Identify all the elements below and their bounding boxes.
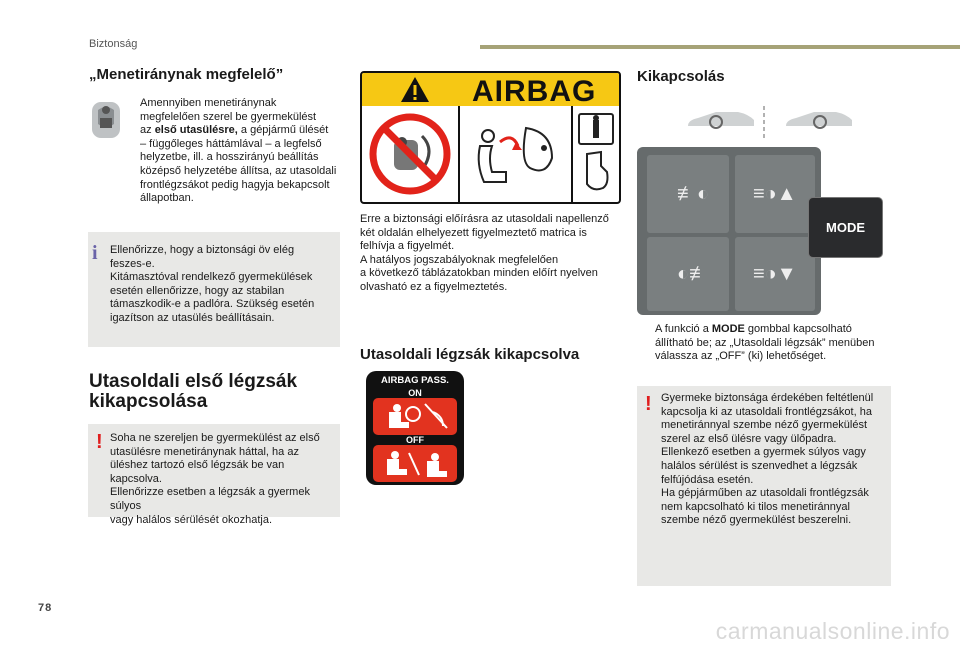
text-line: Ellenőrizze, hogy a biztonsági öv elég [110, 244, 295, 256]
info-box [88, 232, 340, 347]
warning-text-block [661, 392, 887, 528]
text-line: válassza az „OFF” (ki) lehetőséget. [655, 350, 827, 363]
headlight-up-icon: ≡◑▲ [753, 183, 797, 205]
text-line: a következő táblázatokban minden előírt nyelven [360, 267, 598, 280]
mode-button[interactable] [808, 197, 883, 258]
text-line: – függőleges háttámlával – a legfelső [140, 137, 322, 150]
airbag-label-text: AIRBAG [472, 75, 597, 108]
heading-deactivation: Kikapcsolás [637, 68, 725, 85]
text-line: Ellenkező esetben a gyermek súlyos vagy [661, 446, 866, 459]
airbag-label-header [362, 73, 619, 106]
text-line: olvasható ez a figyelmeztetés. [360, 280, 508, 293]
text-line: felfújódása esetén. [661, 473, 754, 486]
mirror-icon [686, 104, 862, 142]
headlight-down-icon: ≡◑▼ [753, 263, 797, 285]
text-line: Amennyiben menetiránynak [140, 97, 277, 109]
text-line: Gyermeke biztonsága érdekében feltétlenül [661, 392, 874, 404]
text-line: nem kapcsolható ki tilos menetiránnyal [661, 500, 850, 513]
text-line: Kitámasztóval rendelkező gyermekülések [110, 271, 313, 284]
warning-box-rear-facing [88, 424, 340, 526]
text-line: felhívja a figyelmét. [360, 240, 455, 253]
text-line: A hatályos jogszabályoknak megfelelően [360, 253, 559, 266]
text-line: helyzetbe, ill. a hosszirányú beállítás [140, 151, 319, 164]
warning-marker-icon: ! [645, 393, 652, 415]
airbag-label-description [360, 213, 630, 295]
text-line: szerel az első ülésre vagy ülőpadra. [661, 432, 837, 445]
text-line: állapotban. [140, 192, 194, 205]
seat-text-block [140, 97, 340, 206]
text-line: vagy halálos sérülését okozhatja. [110, 513, 273, 526]
warning-marker-icon: ! [96, 431, 103, 453]
heading-line: Utasoldali első légzsák [89, 371, 298, 392]
text-line: utasülésre menetiránynak háttal, ha az [110, 445, 299, 458]
text-line: Soha ne szereljen be gyermekülést az első [110, 432, 320, 444]
text-line: A funkció a MODE gombbal kapcsolható [655, 323, 852, 335]
headlight-down-button[interactable] [735, 237, 815, 311]
airbag-pass-title: AIRBAG PASS. [381, 375, 449, 386]
text-line: két oldalán elhelyezett figyelmeztető matrica is [360, 226, 587, 239]
rear-fog-button[interactable] [647, 237, 729, 311]
text-line: halálos sérülést is szenvedhet a légzsák [661, 459, 858, 472]
text-line: üléshez tartozó első légzsák be van kapcsolva. [110, 459, 285, 485]
manual-icon [573, 106, 619, 202]
front-fog-icon: ≢◐ [677, 183, 710, 205]
page-number: 78 [38, 602, 53, 614]
section-title-forward-facing: „Menetiránynak megfelelő” [89, 66, 284, 83]
warning-triangle-icon [400, 76, 430, 103]
header-section-label: Biztonság [89, 38, 138, 50]
warning-box-child-safety [637, 386, 891, 586]
warning-text-block [110, 432, 338, 527]
airbag-pass-indicator [366, 371, 464, 485]
text-line: Ha gépjárműben az utasoldali frontlégzsák [661, 487, 869, 500]
child-seat-icon [89, 98, 123, 142]
text-line: szembe néző gyermekülést beszerelni. [661, 514, 852, 527]
text-line: támaszkodik-e a padlóra. Szükség esetén [110, 298, 315, 311]
no-rear-facing-seat-icon [362, 106, 460, 202]
heading-passenger-airbag-off [89, 372, 349, 412]
text-line: középső helyzetébe állítsa, az utasoldali [140, 164, 337, 177]
info-text-block [110, 244, 336, 326]
heading-line: kikapcsolása [89, 391, 208, 412]
airbag-warning-label [360, 71, 621, 204]
heading-passenger-airbag-deactivated: Utasoldali légzsák kikapcsolva [360, 346, 580, 363]
airbag-deploy-icon [460, 106, 573, 202]
rear-fog-icon: ◐≢ [677, 263, 710, 285]
header-accent-bar [480, 45, 960, 49]
text-line: kapcsolja ki az utasoldali frontlégzsákot, ha [661, 405, 872, 418]
text-line: igazítson az utasülés beállításain. [110, 311, 275, 324]
text-line: Ellenőrizze esetben a légzsák a gyermek súlyos [110, 486, 310, 512]
text-line: állítható be; az „Utasoldali légzsák” menüben [655, 336, 875, 349]
text-line: az első utasülésre, a gépjármű ülését [140, 124, 329, 137]
info-marker-icon: i [92, 242, 98, 264]
front-fog-button[interactable] [647, 155, 729, 233]
text-line: esetén ellenőrizze, hogy az stabilan [110, 284, 285, 297]
text-line: menetiránnyal szembe néző gyermekülést [661, 419, 868, 432]
airbag-pass-on: ON [408, 388, 422, 398]
console-switch-panel [637, 147, 821, 315]
text-line: frontlégzsákot pedig hagyja bekapcsolt [140, 178, 330, 191]
watermark: carmanualsonline.info [715, 618, 950, 644]
headlight-up-button[interactable] [735, 155, 815, 233]
airbag-on-panel [373, 398, 457, 435]
text-line: Erre a biztonsági előírásra az utasoldali napellenző [360, 213, 609, 225]
airbag-pass-off: OFF [406, 435, 424, 445]
airbag-off-panel [373, 445, 457, 482]
text-line: megfelelően szerel be gyermekülést [140, 110, 317, 123]
mode-button-label: MODE [826, 220, 865, 235]
mode-instruction-text [655, 323, 895, 364]
text-line: feszes-e. [110, 257, 155, 270]
